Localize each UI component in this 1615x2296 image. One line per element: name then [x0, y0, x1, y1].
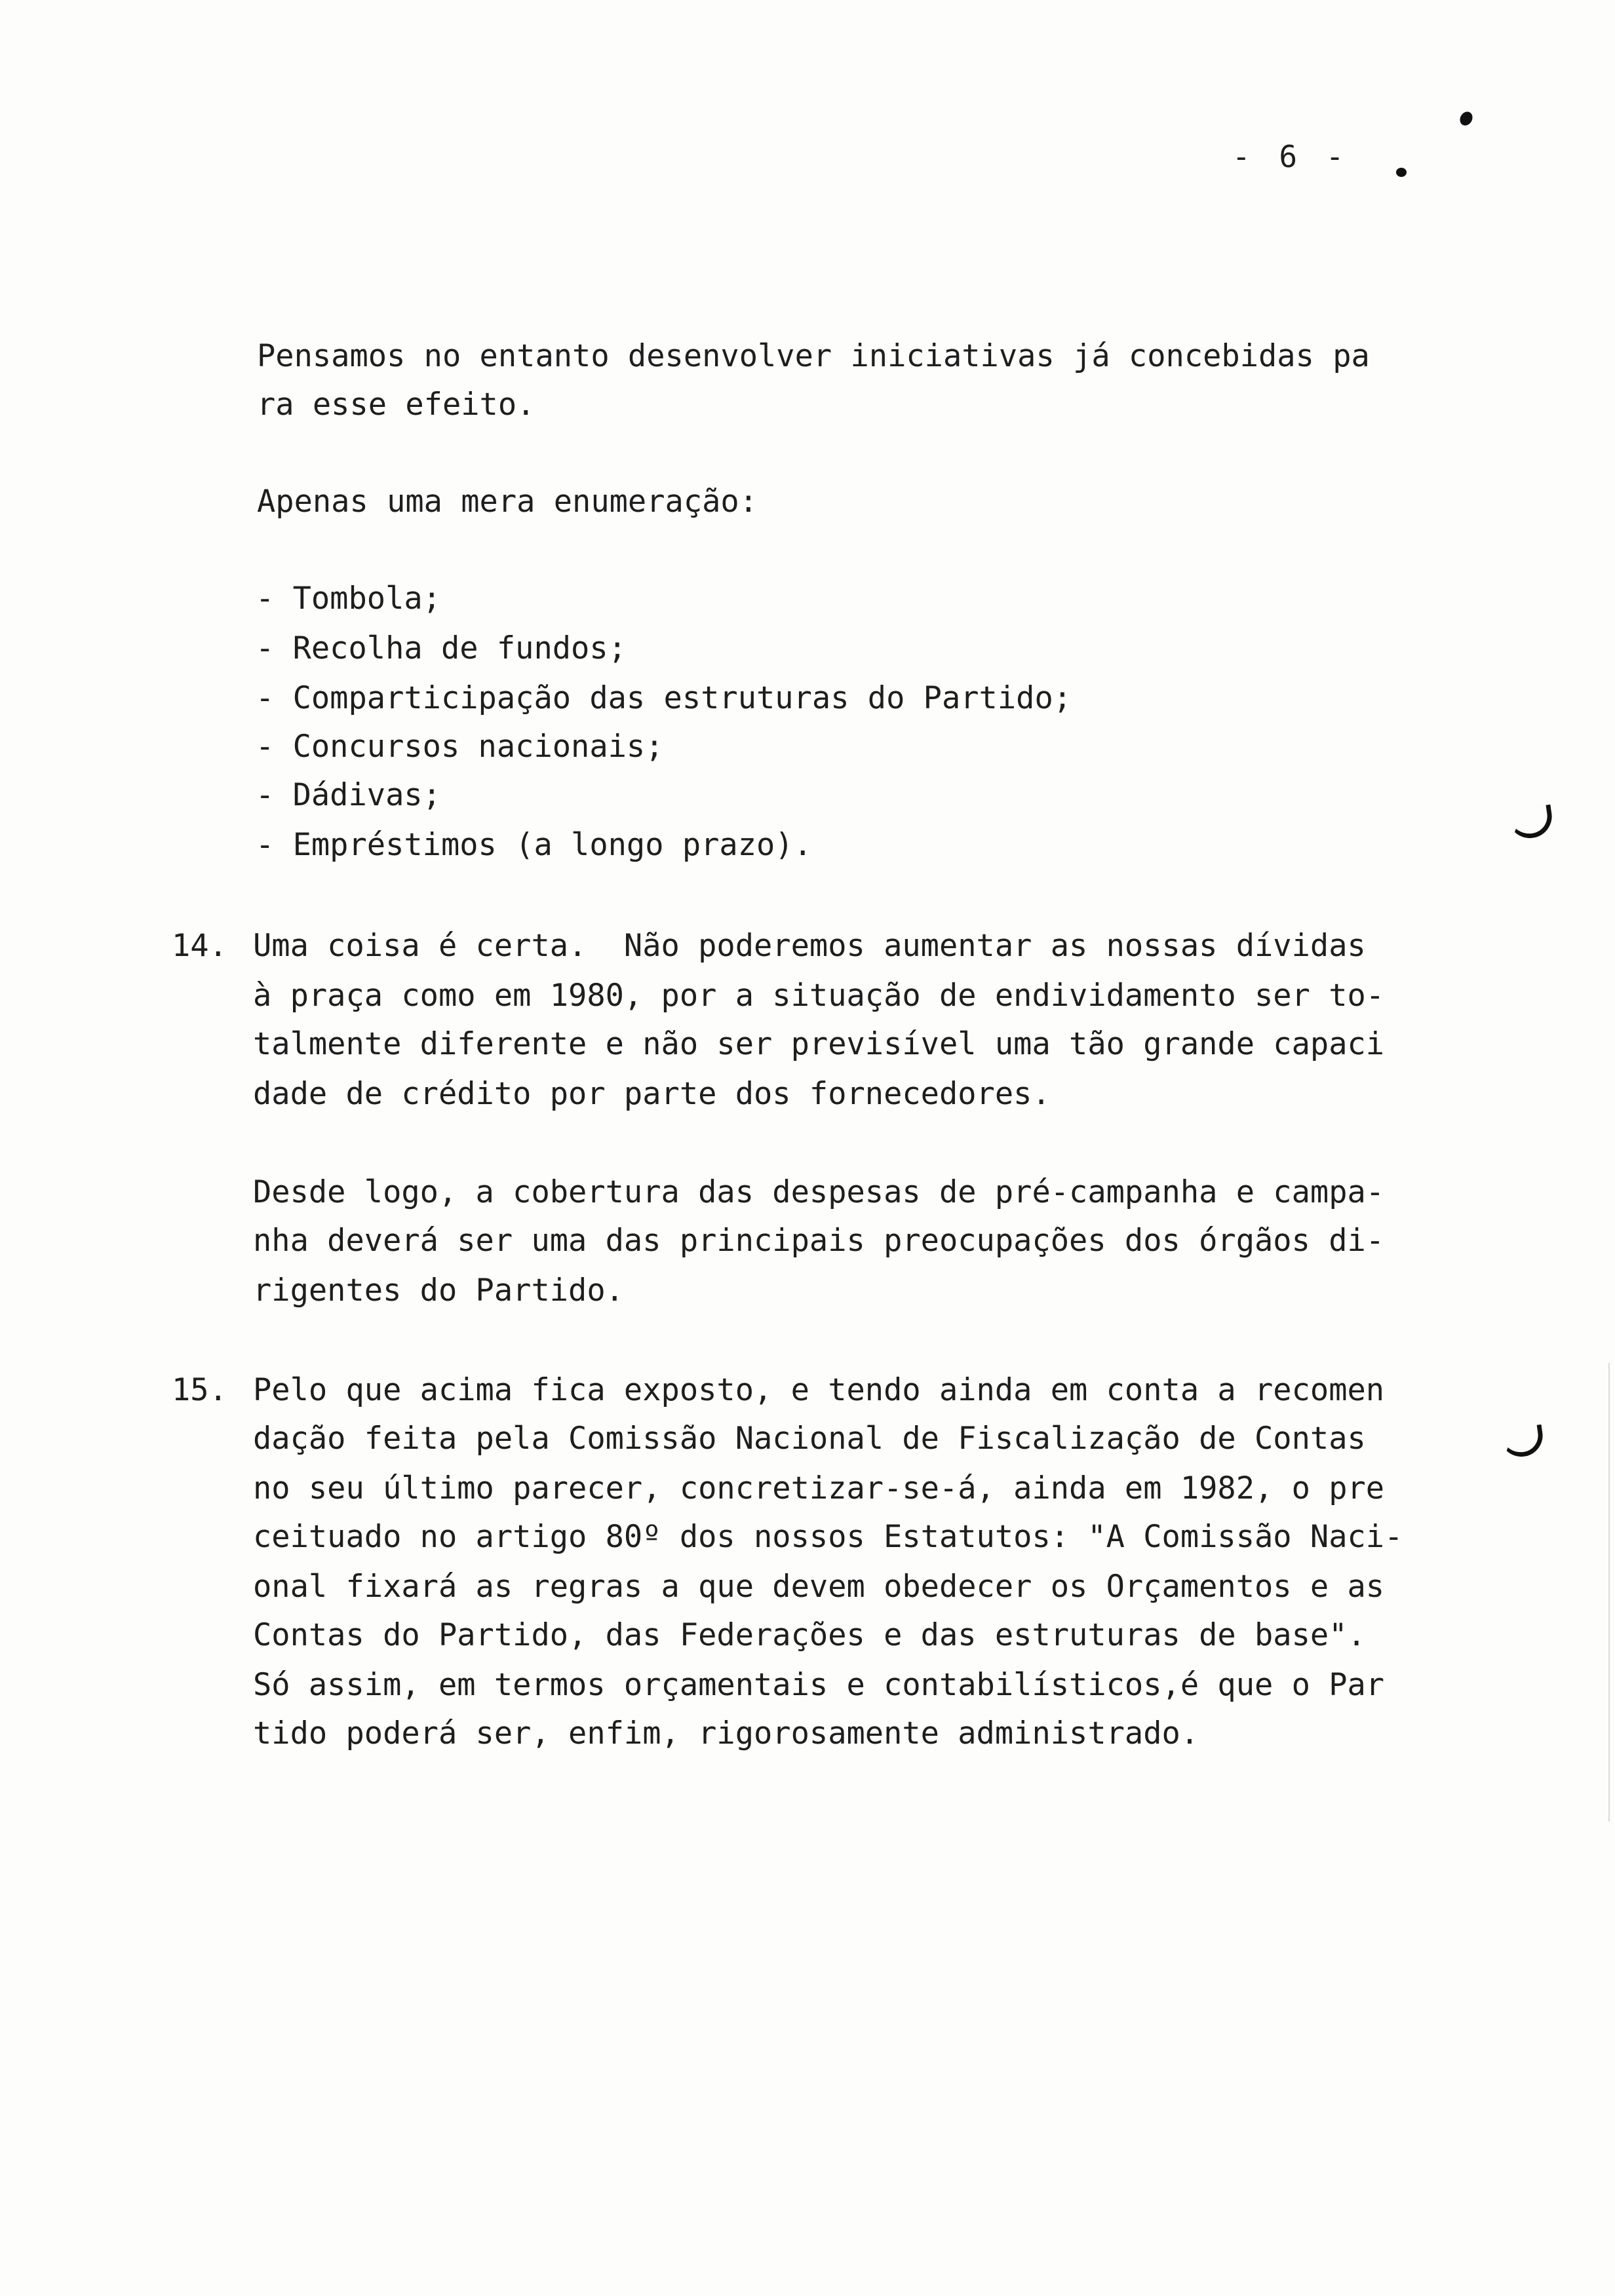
section-14-line: Uma coisa é certa. Não poderemos aumentar as nossas dívidas: [253, 928, 1366, 964]
intro-line-1: Pensamos no entanto desenvolver iniciativas já concebidas pa: [257, 338, 1370, 374]
scan-edge-line: [1608, 1363, 1610, 1822]
intro-line-2: ra esse efeito.: [257, 387, 535, 423]
section-15-line: Contas do Partido, das Federações e das estruturas de base".: [253, 1617, 1366, 1653]
intro-line-3: Apenas uma mera enumeração:: [257, 484, 758, 520]
section-14-line: à praça como em 1980, por a situação de endividamento ser to-: [253, 978, 1385, 1014]
section-15-line: dação feita pela Comissão Nacional de Fiscalização de Contas: [253, 1421, 1366, 1457]
section-15-line: Pelo que acima fica exposto, e tendo ainda em conta a recomen: [253, 1372, 1385, 1408]
list-item: - Dádivas;: [256, 777, 441, 813]
check-mark: [1507, 805, 1555, 841]
section-14-para2-line: rigentes do Partido.: [253, 1272, 624, 1309]
section-14-line: talmente diferente e não ser previsível uma tão grande capaci: [253, 1026, 1385, 1062]
list-item: - Tombola;: [256, 581, 441, 617]
section-number: 14.: [172, 928, 227, 964]
ink-blot: [1458, 109, 1475, 128]
section-15-line: tido poderá ser, enfim, rigorosamente administrado.: [253, 1715, 1199, 1751]
section-15-line: no seu último parecer, concretizar-se-á, ainda em 1982, o pre: [253, 1470, 1385, 1506]
section-14-line: dade de crédito por parte dos fornecedores.: [253, 1076, 1051, 1112]
check-mark: [1499, 1425, 1546, 1460]
page-number: - 6 -: [1232, 139, 1350, 174]
section-number: 15.: [172, 1372, 227, 1408]
ink-blot: [1396, 168, 1407, 177]
section-14-para2-line: Desde logo, a cobertura das despesas de pré-campanha e campa-: [253, 1174, 1385, 1210]
section-14-para2-line: nha deverá ser uma das principais preocupações dos órgãos di-: [253, 1223, 1385, 1259]
section-15-line: Só assim, em termos orçamentais e contabilísticos,é que o Par: [253, 1667, 1385, 1703]
section-15-line: onal fixará as regras a que devem obedecer os Orçamentos e as: [253, 1569, 1385, 1605]
list-item: - Empréstimos (a longo prazo).: [256, 827, 812, 863]
list-item: - Recolha de fundos;: [256, 630, 627, 666]
list-item: - Comparticipação das estruturas do Partido;: [256, 680, 1072, 716]
list-item: - Concursos nacionais;: [256, 729, 664, 765]
section-15-line: ceituado no artigo 80º dos nossos Estatutos: "A Comissão Naci-: [253, 1519, 1403, 1555]
